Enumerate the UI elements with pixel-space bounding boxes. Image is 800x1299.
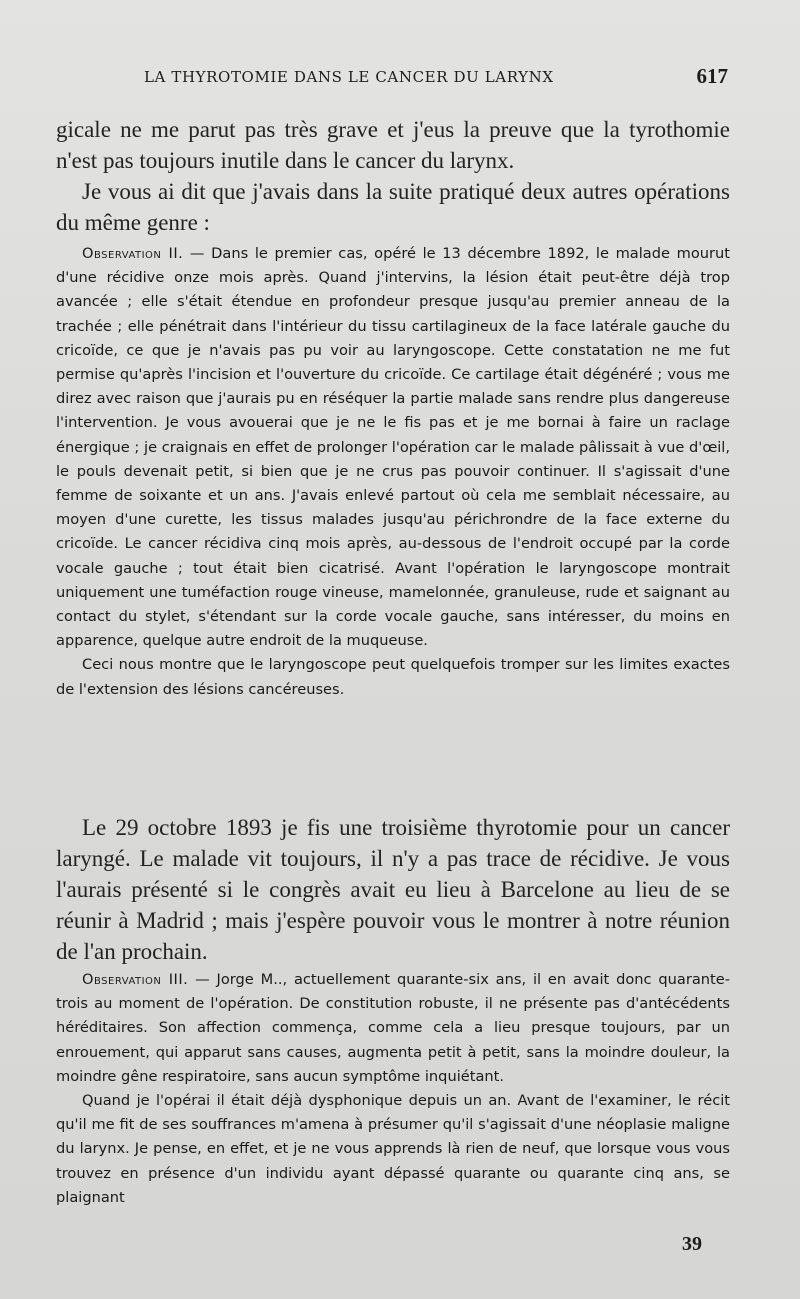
signature-number: 39 xyxy=(682,1233,702,1255)
page-number: 617 xyxy=(696,64,728,88)
paragraph-third-thyrotomy: Le 29 octobre 1893 je fis une troisième thyrotomie pour un cancer laryngé. Le malade vit toujours, il n'y a pas trace de récidive. Je vous l'aurais présenté si le congrès avait eu lieu à Barcelone au lieu de se réunir à Madrid ; mais j'espère pouvoir vous le montrer à notre réunion de l'an prochain. xyxy=(56,815,730,964)
observation-two-text: — Dans le premier cas, opéré le 13 décembre 1892, le malade mourut d'une récidive onze mois après. Quand j'intervins, la lésion était peut-être déjà trop avancée ; elle s'était étendue en profondeur presque jusqu'au premier anneau de la trachée ; elle pénétrait dans l'intérieur du tissu cartilagineux de la face latérale gauche du cricoïde, ce que je n'avais pas pu voir au laryngoscope. Cette constatation ne me fut permise qu'après l'incision et l'ouverture du cricoïde. Ce cartilage était dégénéré ; vous me direz avec raison que j'aurais pu en réséquer la partie malade sans rendre plus dangereuse l'intervention. Je vous avouerai que je ne le fis pas et je me bornai à faire un raclage énergique ; je craignais en effet de prolonger l'opération car le malade pâlissait à vue d'œil, le pouls devenait petit, si bien que je ne crus pas pouvoir continuer. Il s'agissait d'une femme de soixante et un ans. J'avais enlevé partout où cela me semblait nécessaire, au moyen d'une curette, les tissus malades jusqu'au périchrondre de la face externe du cricoïde. Le cancer récidiva cinq mois après, au-dessous de l'endroit occupé par la corde vocale gauche ; tout était bien cicatrisé. Avant l'opération le laryngoscope montrait uniquement une tuméfaction rouge vineuse, mamelonnée, granuleuse, rude et saignant au contact du stylet, s'étendant sur la corde vocale gauche, sans intéresser, du moins en apparence, quelque autre endroit de la muqueuse. xyxy=(56,245,730,650)
third-thyrotomy-block xyxy=(56,812,730,967)
observation-two-block xyxy=(56,242,730,702)
observation-three-text: — Jorge M.., actuellement quarante-six ans, il en avait donc quarante-trois au moment de l'opération. De constitution robuste, il ne présente pas d'antécédents héréditaires. Son affection commença, comme cela a lieu presque toujours, par un enrouement, qui apparut sans causes, augmenta petit à petit, sans la moindre douleur, la moindre gêne respiratoire, sans aucun symptôme inquiétant. xyxy=(56,971,730,1085)
opening-paragraphs xyxy=(56,114,730,238)
observation-three xyxy=(56,968,730,1089)
running-title: LA THYROTOMIE DANS LE CANCER DU LARYNX xyxy=(144,68,554,86)
observation-three-label: Observation III. xyxy=(82,971,189,988)
paragraph-two-operations: Je vous ai dit que j'avais dans la suite pratiqué deux autres opérations du même genre : xyxy=(56,179,730,235)
paragraph-continued: gicale ne me parut pas très grave et j'eus la preuve que la tyrothomie n'est pas toujours inutile dans le cancer du larynx. xyxy=(56,117,730,173)
observation-two xyxy=(56,242,730,653)
observation-three-block xyxy=(56,968,730,1210)
paragraph-examination: Quand je l'opérai il était déjà dysphonique depuis un an. Avant de l'examiner, le récit qu'il me fit de ses souffrances m'amena à présumer qu'il s'agissait d'une néoplasie maligne du larynx. Je pense, en effet, et je ne vous apprends là rien de neuf, que lorsque vous vous trouvez en présence d'un individu ayant dépassé quarante ou quarante cinq ans, se plaignant xyxy=(56,1092,730,1206)
running-header xyxy=(108,64,728,100)
paragraph-laryngoscope-note: Ceci nous montre que le laryngoscope peut quelquefois tromper sur les limites exactes de l'extension des lésions cancéreuses. xyxy=(56,656,730,698)
observation-two-label: Observation II. xyxy=(82,245,184,262)
